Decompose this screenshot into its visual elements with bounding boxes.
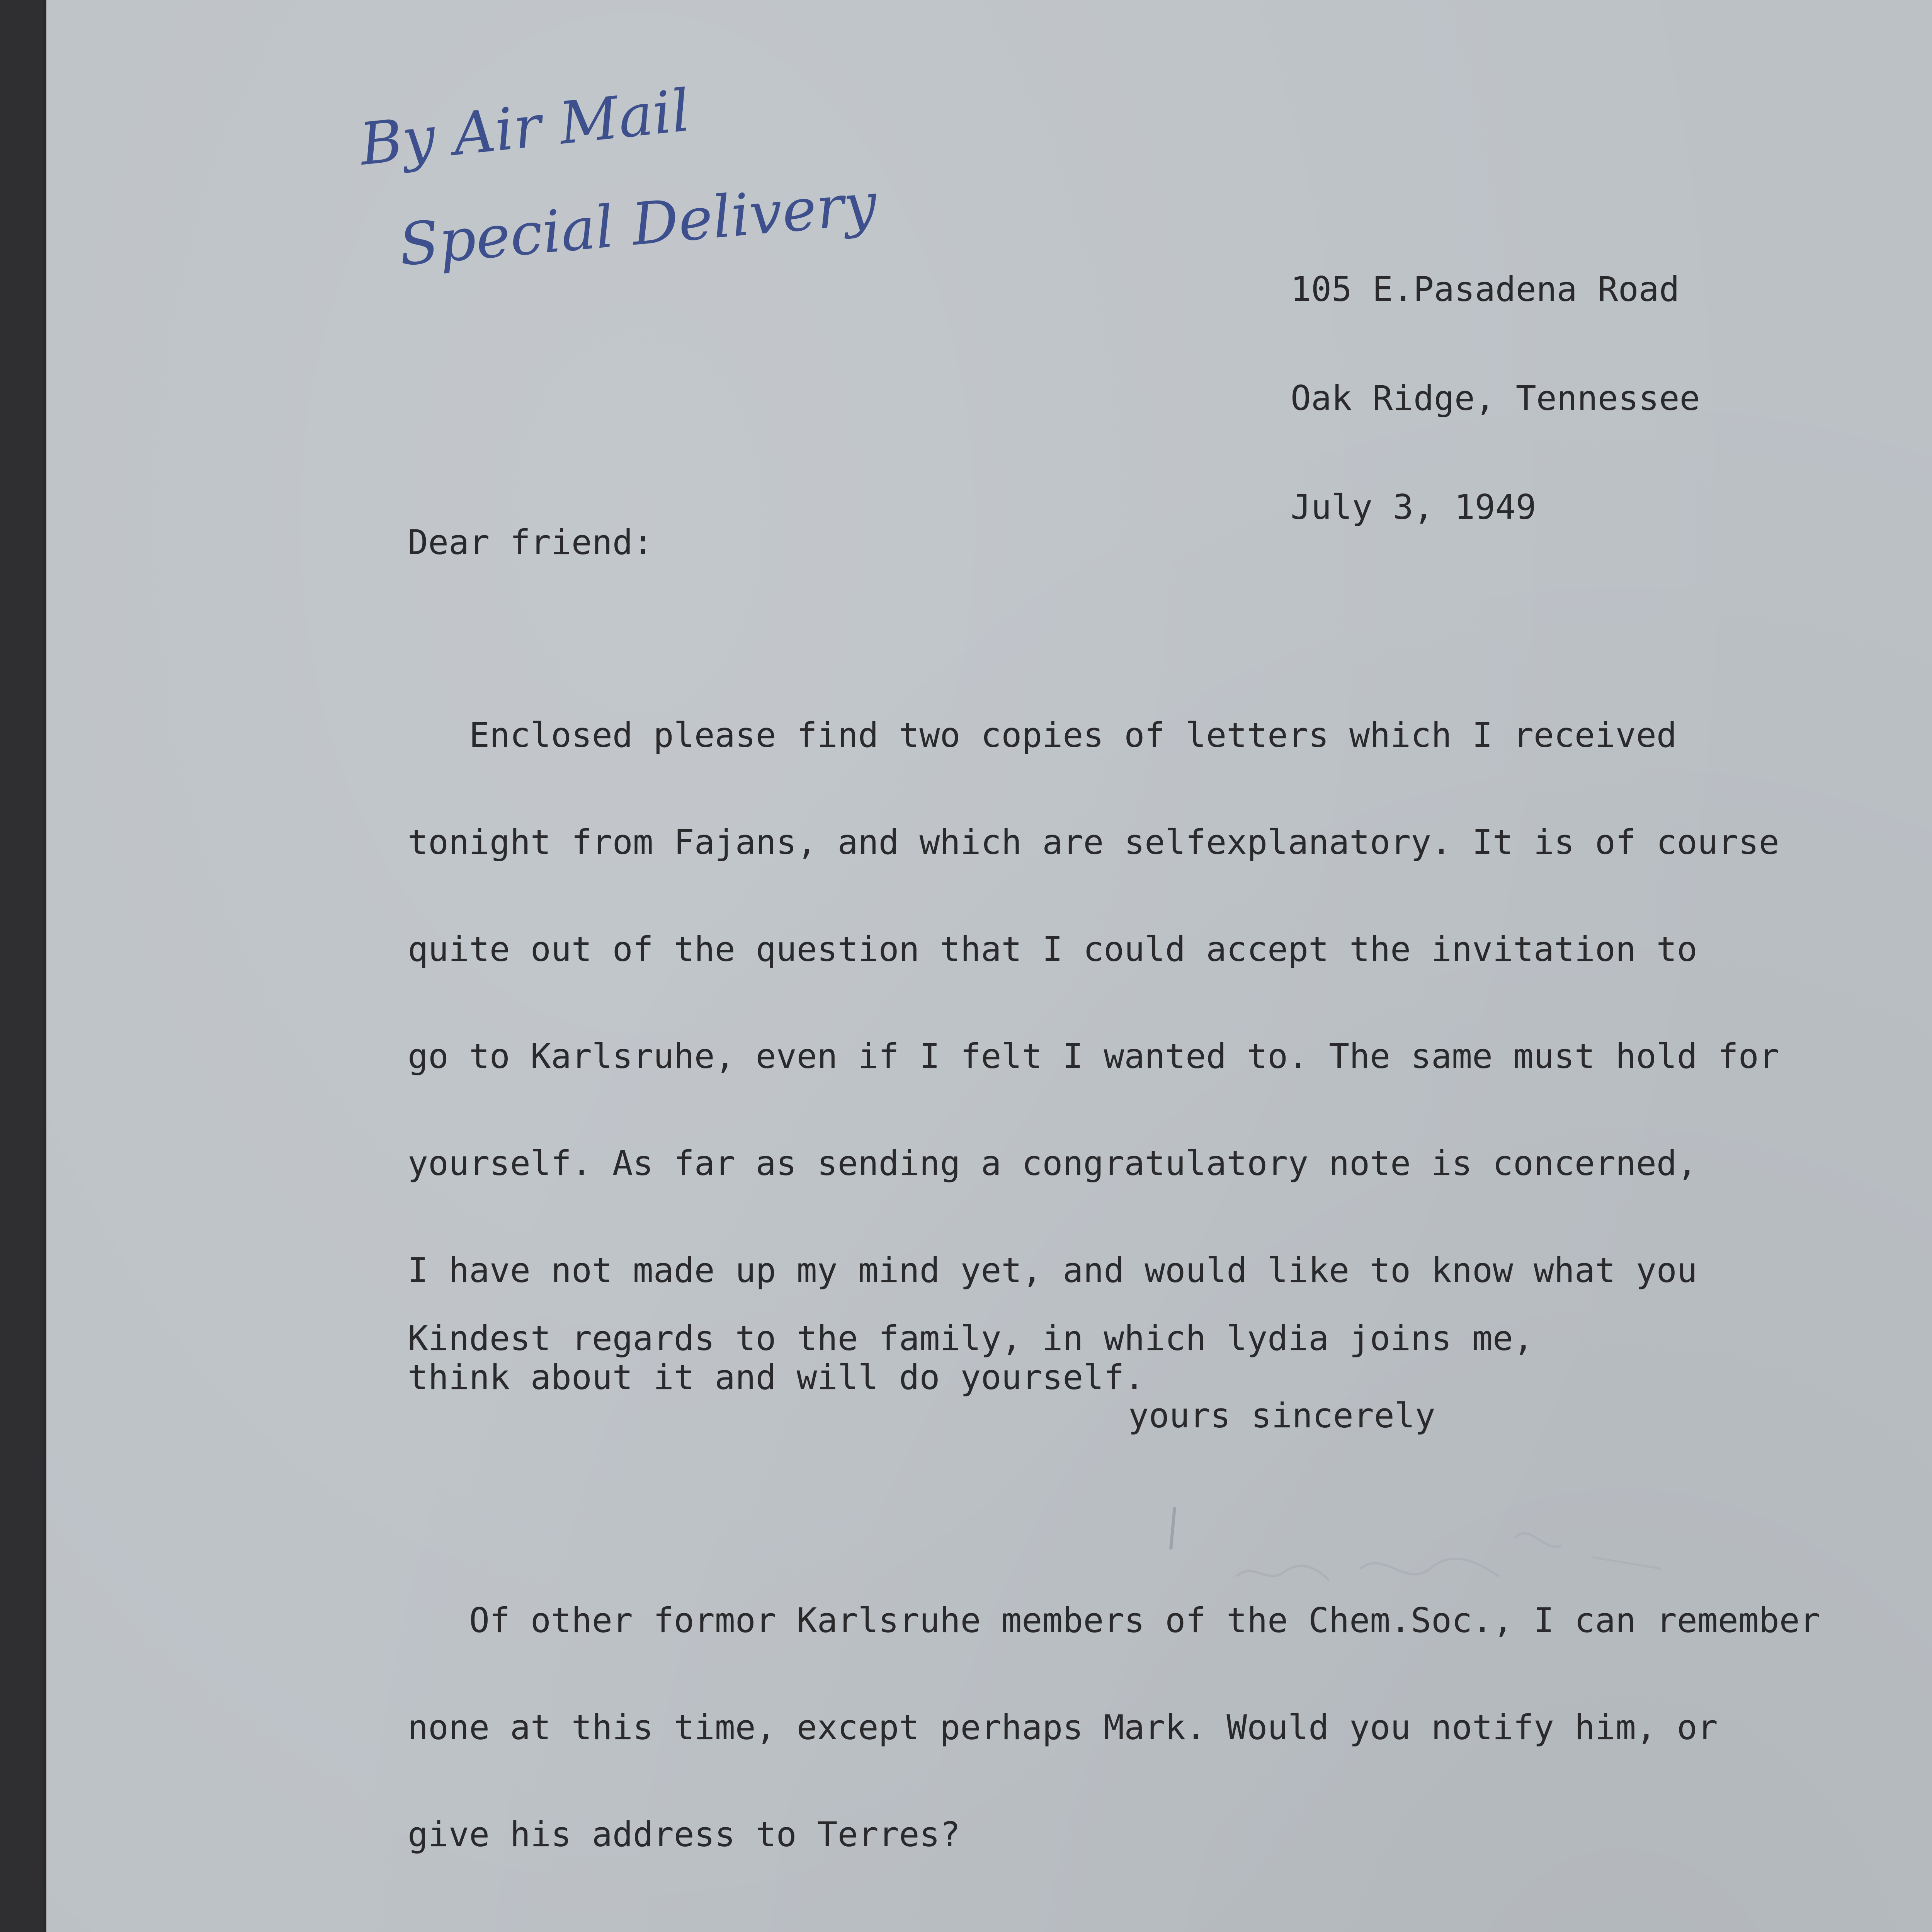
closing-line: Kindest regards to the family, in which lydia joins me, <box>408 1318 1534 1358</box>
body-line: go to Karlsruhe, even if I felt I wanted to. The same must hold for <box>408 1036 1779 1076</box>
salutation: Dear friend: <box>408 522 653 562</box>
address-street: 105 E.Pasadena Road <box>1291 269 1680 309</box>
body-line: quite out of the question that I could accept the invitation to <box>408 929 1697 969</box>
letter-date: July 3, 1949 <box>1291 487 1536 527</box>
handwritten-note-line-2: Special Delivery <box>396 170 879 279</box>
handwritten-note-line-1: By Air Mail <box>357 77 693 179</box>
body-line: none at this time, except perhaps Mark. Would you notify him, or <box>408 1708 1718 1747</box>
body-line: think about it and will do yourself. <box>408 1357 1145 1397</box>
sender-address <box>1291 201 1700 596</box>
body-line: give his address to Terres? <box>408 1815 961 1854</box>
letter-body <box>408 580 1820 1932</box>
body-line: I have not made up my mind yet, and would like to know what you <box>408 1250 1697 1290</box>
letter-page <box>46 0 1932 1932</box>
body-line: yourself. As far as sending a congratulatory note is concerned, <box>408 1143 1697 1183</box>
valediction: yours sincerely <box>1128 1396 1435 1435</box>
body-line: Enclosed please find two copies of letters which I received <box>408 715 1677 755</box>
body-line: Of other formor Karlsruhe members of the Chem.Soc., I can remember <box>408 1600 1820 1640</box>
faint-signature <box>1167 1492 1669 1607</box>
address-city: Oak Ridge, Tennessee <box>1291 378 1700 418</box>
body-line: tonight from Fajans, and which are selfexplanatory. It is of course <box>408 822 1779 862</box>
